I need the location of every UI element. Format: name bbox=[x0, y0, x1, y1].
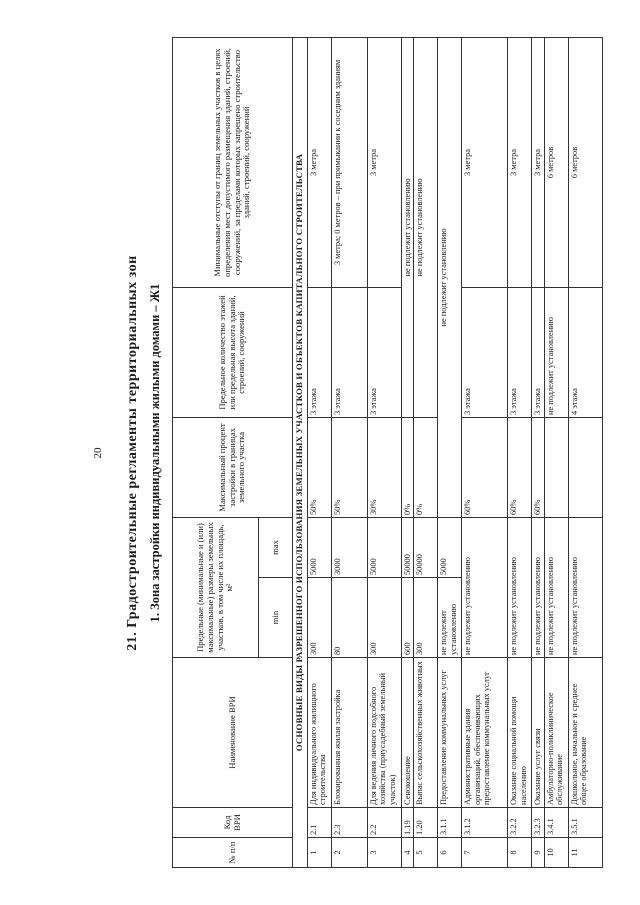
row-floors: 3 этажа bbox=[307, 288, 331, 418]
row-num: 3 bbox=[367, 838, 401, 868]
row-code: 3.2.2 bbox=[508, 808, 532, 838]
row-num: 4 bbox=[401, 838, 413, 868]
section-heading: 21. Градостроительные регламенты территориальных зон bbox=[125, 255, 140, 651]
row-percent: 0% bbox=[401, 418, 413, 518]
row-num: 5 bbox=[414, 838, 438, 868]
row-code: 3.1.1 bbox=[438, 808, 462, 838]
row-min: 300 bbox=[307, 578, 331, 658]
regulations-table bbox=[172, 37, 603, 868]
row-percent: 60% bbox=[462, 418, 508, 518]
row-num: 2 bbox=[331, 838, 367, 868]
row-setback: 3 метра bbox=[462, 38, 508, 288]
row-floors: не подлежит установлению bbox=[544, 288, 568, 418]
row-min: 600 bbox=[401, 578, 413, 658]
row-setback: 3 метра bbox=[367, 38, 401, 288]
row-percent: 30% bbox=[367, 418, 401, 518]
row-code: 3.1.2 bbox=[462, 808, 508, 838]
row-not-applicable: не подлежит установлению bbox=[401, 38, 413, 418]
row-min: 80 bbox=[331, 578, 367, 658]
table-row bbox=[307, 38, 331, 868]
row-num: 8 bbox=[508, 838, 532, 868]
row-floors: 3 этажа bbox=[462, 288, 508, 418]
header-min: min bbox=[259, 578, 293, 658]
row-num: 1 bbox=[307, 838, 331, 868]
table-row bbox=[401, 38, 413, 868]
row-percent bbox=[544, 418, 568, 518]
row-num: 11 bbox=[568, 838, 602, 868]
table-row bbox=[367, 38, 401, 868]
page-number: 20 bbox=[92, 447, 104, 459]
table-row bbox=[414, 38, 438, 868]
row-sizes: не подлежит установлению bbox=[544, 518, 568, 658]
row-floors: 4 этажа bbox=[568, 288, 602, 418]
table-row bbox=[508, 38, 532, 868]
header-floors: Предельное количество этажей или предельная высота зданий, строений, сооружений bbox=[173, 288, 293, 418]
row-name: Для индивидуального жилищного строительства bbox=[307, 658, 331, 808]
row-num: 9 bbox=[532, 838, 544, 868]
row-not-applicable: не подлежит установлению bbox=[438, 38, 462, 518]
row-min: 300 bbox=[367, 578, 401, 658]
row-name: Дошкольное, начальное и среднее общее образование bbox=[568, 658, 602, 808]
row-max: 5000 bbox=[367, 518, 401, 578]
row-percent: 50% bbox=[307, 418, 331, 518]
table-row bbox=[532, 38, 544, 868]
row-setback: 3 метра bbox=[532, 38, 544, 288]
header-setback: Минимальные отступы от границ земельных участков в целях определения мест допустимого размещения зданий, строений, сооружений, за пределами которых запрещено строительство зданий, строений, сооружений bbox=[173, 38, 293, 288]
rotated-page bbox=[52, 38, 589, 868]
row-num: 7 bbox=[462, 838, 508, 868]
row-name: Оказание социальной помощи населению bbox=[508, 658, 532, 808]
row-not-applicable: не подлежит установлению bbox=[414, 38, 438, 418]
zone-heading: 1. Зона застройки индивидуальными жилыми домами – Ж1 bbox=[148, 283, 162, 623]
row-floors: 3 этажа bbox=[532, 288, 544, 418]
row-code: 1.20 bbox=[414, 808, 438, 838]
section-title: ОСНОВНЫЕ ВИДЫ РАЗРЕШЕННОГО ИСПОЛЬЗОВАНИЯ ЗЕМЕЛЬНЫХ УЧАСТКОВ И ОБЪЕКТОВ КАПИТАЛЬНОГО СТРОИТЕЛЬСТВА bbox=[293, 38, 308, 868]
row-setback: 3 метра; 0 метров – при примыкании к соседним зданиям bbox=[331, 38, 367, 288]
header-name: Наименование ВРИ bbox=[173, 658, 293, 808]
header-code: Код ВРИ bbox=[173, 808, 293, 838]
row-name: Сенокошение bbox=[401, 658, 413, 808]
row-name: Выпас сельскохозяйственных животных bbox=[414, 658, 438, 808]
row-num: 10 bbox=[544, 838, 568, 868]
row-percent: 60% bbox=[508, 418, 532, 518]
row-code: 3.4.1 bbox=[544, 808, 568, 838]
row-name: Блокированная жилая застройка bbox=[331, 658, 367, 808]
table-row bbox=[331, 38, 367, 868]
row-code: 3.2.3 bbox=[532, 808, 544, 838]
row-code: 3.5.1 bbox=[568, 808, 602, 838]
row-percent: 60% bbox=[532, 418, 544, 518]
row-percent: 50% bbox=[331, 418, 367, 518]
row-name: Административные здания организаций, обеспечивающих предоставление коммунальных услуг bbox=[462, 658, 508, 808]
row-code: 2.1 bbox=[307, 808, 331, 838]
row-percent bbox=[568, 418, 602, 518]
row-name: Амбулаторно-поликлиническое обслуживание bbox=[544, 658, 568, 808]
row-setback: 6 метров bbox=[568, 38, 602, 288]
table-row bbox=[544, 38, 568, 868]
row-min: 300 bbox=[414, 578, 438, 658]
row-setback: 3 метра bbox=[307, 38, 331, 288]
row-max: 50000 bbox=[401, 518, 413, 578]
row-min: не подлежит установлению bbox=[438, 578, 462, 658]
row-sizes: не подлежит установлению bbox=[568, 518, 602, 658]
header-max: max bbox=[259, 518, 293, 578]
row-sizes: не подлежит установлению bbox=[532, 518, 544, 658]
table-row bbox=[438, 38, 462, 868]
header-percent: Максимальный процент застройки в границах земельного участка bbox=[173, 418, 293, 518]
row-setback: 3 метра bbox=[508, 38, 532, 288]
row-max: 3000 bbox=[331, 518, 367, 578]
table-row bbox=[462, 38, 508, 868]
row-floors: 3 этажа bbox=[508, 288, 532, 418]
header-num: № п/п bbox=[173, 838, 293, 868]
row-num: 6 bbox=[438, 838, 462, 868]
row-sizes: не подлежит установлению bbox=[508, 518, 532, 658]
row-sizes: не подлежит установлению bbox=[462, 518, 508, 658]
row-max: 5000 bbox=[438, 518, 462, 578]
row-max: 50000 bbox=[414, 518, 438, 578]
row-setback: 6 метров bbox=[544, 38, 568, 288]
row-name: Оказание услуг связи bbox=[532, 658, 544, 808]
row-max: 5000 bbox=[307, 518, 331, 578]
row-name: Для ведения личного подсобного хозяйства (приусадебный земельный участок) bbox=[367, 658, 401, 808]
table-row bbox=[568, 38, 602, 868]
row-code: 2.2 bbox=[367, 808, 401, 838]
row-code: 1.19 bbox=[401, 808, 413, 838]
row-code: 2.3 bbox=[331, 808, 367, 838]
header-sizes: Предельные (минимальные и (или) максимальные) размеры земельных участков, в том числе их площадь, м² bbox=[173, 518, 259, 658]
row-percent: 0% bbox=[414, 418, 438, 518]
row-name: Предоставление коммунальных услуг bbox=[438, 658, 462, 808]
row-floors: 3 этажа bbox=[367, 288, 401, 418]
row-floors: 3 этажа bbox=[331, 288, 367, 418]
